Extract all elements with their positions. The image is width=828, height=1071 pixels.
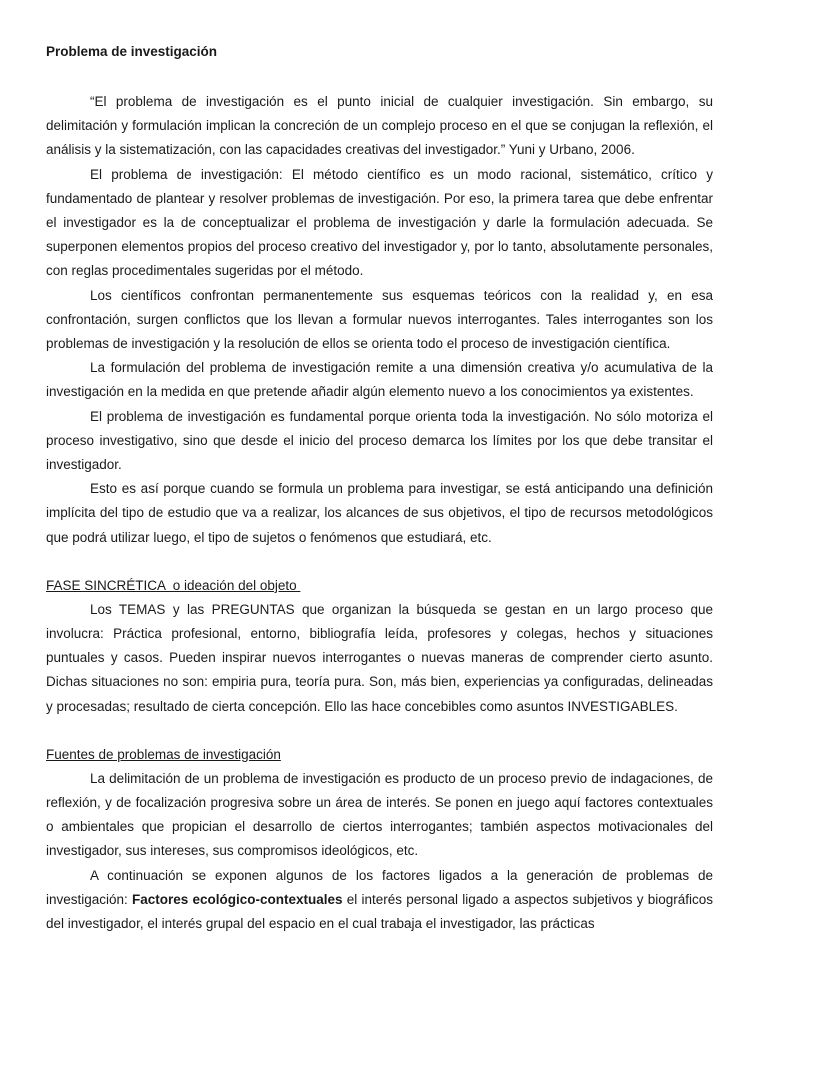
paragraph-scientists: Los científicos confrontan permanentemente sus esquemas teóricos con la realidad y, en esa confrontación, surgen conflictos que los llevan a formular nuevos interrogantes. Tales interrogantes son los problemas de investigación y la resolución de ellos se orienta todo el proceso de investigación científica. <box>46 287 713 352</box>
paragraph-fuentes-1: La delimitación de un problema de investigación es producto de un proceso previo de indagaciones, de reflexión, y de focalización progresiva sobre un área de interés. Se ponen en juego aquí factores contextuales o ambientales que propician el desarrollo de ciertos interrogantes; también aspectos motivacionales del investigador, sus intereses, sus compromisos ideológicos, etc. <box>46 770 713 859</box>
document-title: Problema de investigación <box>46 44 218 59</box>
paragraph-fuentes-2-end: el interés personal ligado a aspectos subjetivos y biográficos del investigador, el interés grupal del espacio en el cual trabaja el investigador, las prácticas <box>46 891 713 932</box>
document-page <box>46 40 713 936</box>
paragraph-anticipation: Esto es así porque cuando se formula un problema para investigar, se está anticipando una definición implícita del tipo de estudio que va a realizar, los alcances de sus objetivos, el tipo de recursos metodológicos que podrá utilizar luego, el tipo de sujetos o fenómenos que estudiará, etc. <box>46 481 713 545</box>
paragraph-fundamental: El problema de investigación es fundamental porque orienta toda la investigación. No sólo motoriza el proceso investigativo, sino que desde el inicio del proceso demarca los límites por los que debe transitar el investigador. <box>46 408 713 473</box>
paragraph-fuentes-2-start: A continuación se exponen algunos de los factores ligados a la generación de problemas de investigación: <box>46 867 713 907</box>
paragraph-formulation: La formulación del problema de investigación remite a una dimensión creativa y/o acumulativa de la investigación en la medida en que pretende añadir algún elemento nuevo a los conocimientos ya existentes. <box>46 360 713 400</box>
intro-section <box>46 90 713 550</box>
paragraph-definition: El problema de investigación: El método científico es un modo racional, sistemático, crítico y fundamentado de plantear y resolver problemas de investigación. Por eso, la primera tarea que debe enfrentar el investigador es la de conceptualizar el problema de investigación y darle la formulación adecuada. Se superponen elementos propios del proceso creativo del investigador y, por lo tanto, absolutamente personales, con reglas procedimentales sugeridas por el método. <box>46 166 713 279</box>
paragraph-fuentes-2 <box>46 864 713 937</box>
section-heading-fase: FASE SINCRÉTICA o ideación del objeto <box>46 577 301 593</box>
paragraph-fase: Los TEMAS y las PREGUNTAS que organizan la búsqueda se gestan en un largo proceso que involucra: Práctica profesional, entorno, bibliografía leída, profesores y colegas, hechos y situaciones puntuales y casos. Pueden inspirar nuevos interrogantes o nuevas maneras de comprender cierto asunto. Dichas situaciones no son: empiria pura, teoría pura. Son, más bien, experiencias ya configuradas, delineadas y procesadas; resultado de cierta concepción. Ello las hace concebibles como asuntos INVESTIGABLES. <box>46 601 713 714</box>
section-fuentes <box>46 743 713 936</box>
bold-term-factores: Factores ecológico-contextuales <box>132 891 343 907</box>
section-heading-fuentes: Fuentes de problemas de investigación <box>46 746 281 762</box>
paragraph-quote: “El problema de investigación es el punto inicial de cualquier investigación. Sin embargo, su delimitación y formulación implican la concreción de un complejo proceso en el que se conjugan la reflexión, el análisis y la sistematización, con las capacidades creativas del investigador.” Yuni y Urbano, 2006. <box>46 94 713 158</box>
section-fase-sincretica <box>46 574 713 719</box>
